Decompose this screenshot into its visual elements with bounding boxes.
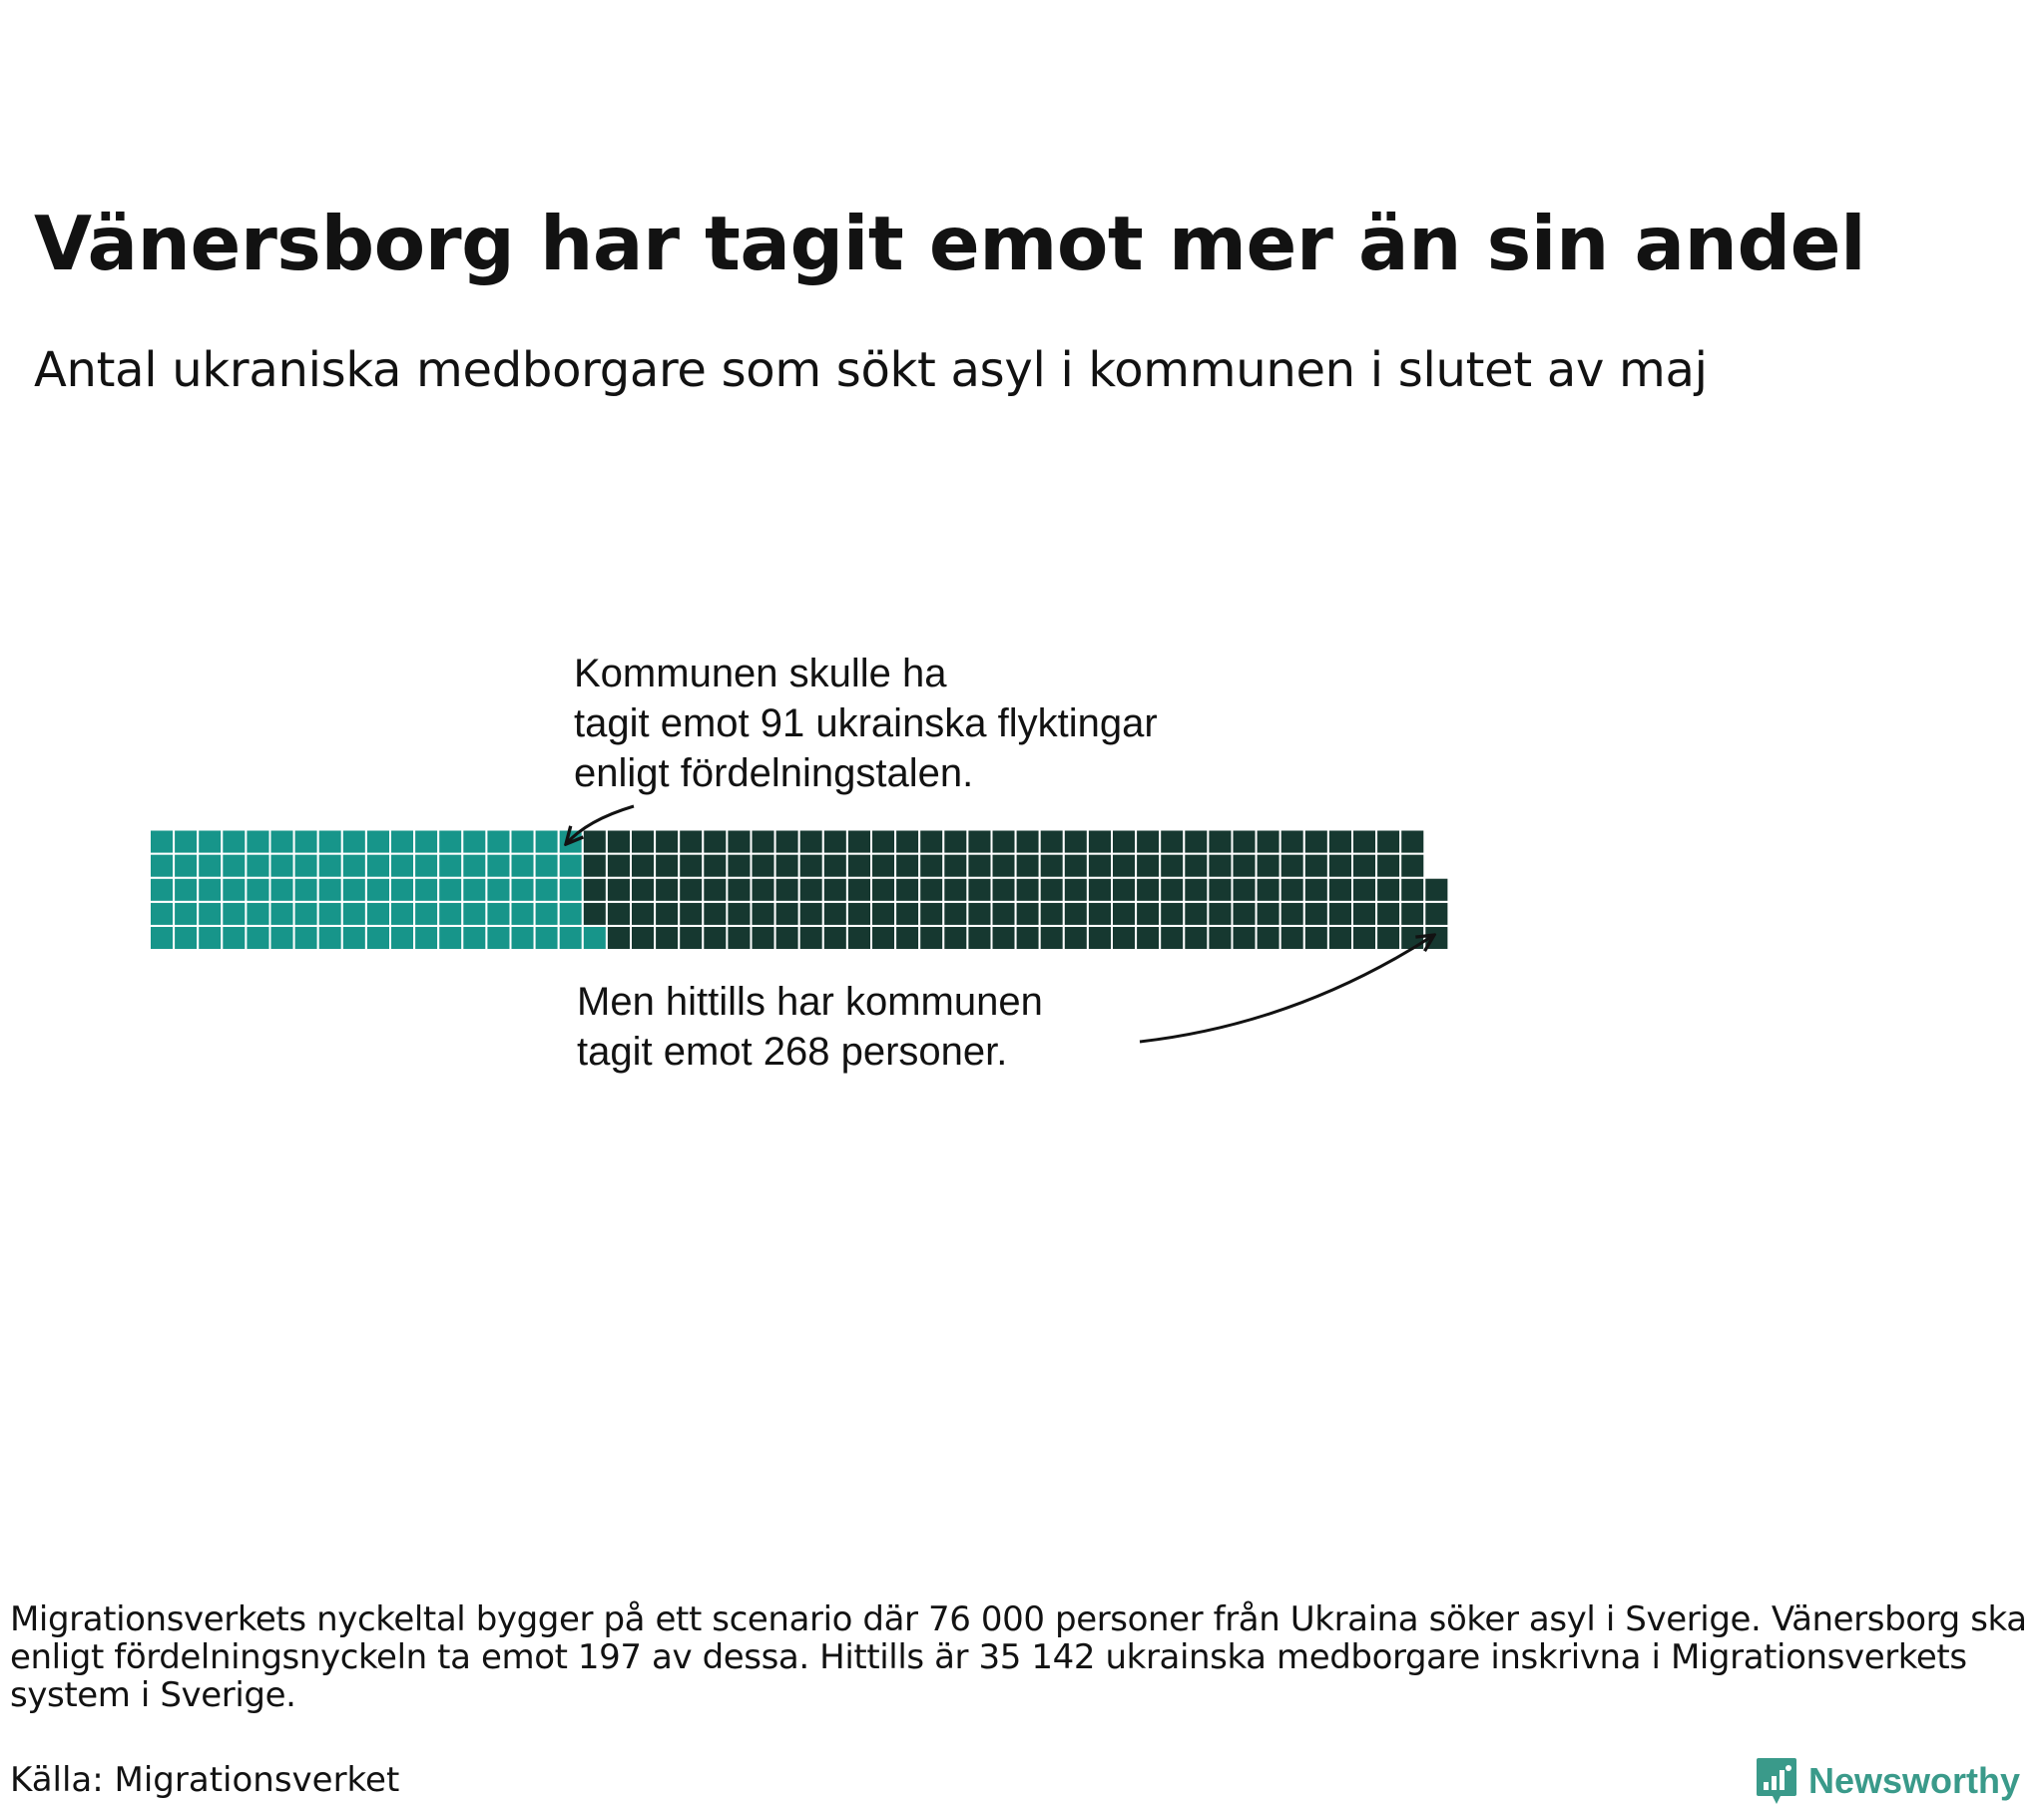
waffle-cell-highlighted bbox=[318, 902, 342, 926]
waffle-cell-highlighted bbox=[511, 902, 535, 926]
waffle-cell-highlighted bbox=[486, 854, 510, 878]
waffle-cell bbox=[775, 854, 799, 878]
waffle-cell bbox=[919, 926, 943, 950]
waffle-cell bbox=[1304, 902, 1328, 926]
waffle-cell bbox=[727, 926, 751, 950]
waffle-cell bbox=[967, 878, 991, 902]
waffle-cell-highlighted bbox=[198, 878, 222, 902]
waffle-cell-highlighted bbox=[246, 926, 269, 950]
annotation-highlighted-line: Kommunen skulle ha bbox=[574, 652, 947, 695]
waffle-cell bbox=[919, 830, 943, 854]
waffle-cell-highlighted bbox=[222, 926, 246, 950]
waffle-cell bbox=[1376, 830, 1400, 854]
waffle-cell bbox=[703, 878, 727, 902]
waffle-cell bbox=[799, 854, 823, 878]
waffle-cell-highlighted bbox=[438, 878, 462, 902]
waffle-cell bbox=[1328, 830, 1352, 854]
waffle-cell-highlighted bbox=[342, 854, 366, 878]
waffle-cell-highlighted bbox=[366, 926, 390, 950]
waffle-cell bbox=[1112, 902, 1136, 926]
waffle-cell bbox=[727, 830, 751, 854]
waffle-cell bbox=[823, 878, 847, 902]
waffle-cell-highlighted bbox=[462, 902, 486, 926]
waffle-cell-highlighted bbox=[366, 830, 390, 854]
waffle-cell bbox=[583, 878, 607, 902]
waffle-cell bbox=[1257, 878, 1280, 902]
waffle-cell-highlighted bbox=[486, 902, 510, 926]
waffle-cell bbox=[943, 854, 967, 878]
waffle-cell-highlighted bbox=[390, 902, 414, 926]
waffle-cell bbox=[919, 902, 943, 926]
waffle-cell bbox=[1400, 854, 1424, 878]
waffle-cell bbox=[1352, 854, 1376, 878]
annotation-highlighted bbox=[574, 649, 1158, 798]
annotation-arrow-total bbox=[1140, 935, 1434, 1042]
waffle-cell bbox=[1088, 902, 1112, 926]
waffle-cell-highlighted bbox=[294, 878, 318, 902]
waffle-cell-highlighted bbox=[559, 926, 583, 950]
waffle-cell-highlighted bbox=[246, 878, 269, 902]
waffle-cell-highlighted bbox=[438, 854, 462, 878]
waffle-cell bbox=[919, 878, 943, 902]
waffle-cell bbox=[607, 878, 631, 902]
waffle-cell-highlighted bbox=[486, 926, 510, 950]
waffle-cell-highlighted bbox=[342, 878, 366, 902]
waffle-cell bbox=[895, 830, 919, 854]
waffle-cell bbox=[1400, 878, 1424, 902]
waffle-cell-highlighted bbox=[246, 902, 269, 926]
footnote: Migrationsverkets nyckeltal bygger på ett scenario där 76 000 personer från Ukraina söker asyl i Sverige. Vänersborg ska enligt fördelningsnyckeln ta emot 197 av dessa. Hittills är 35 142 ukrainska medborgare inskrivna i Migrationsverkets system i Sverige. bbox=[10, 1599, 2027, 1715]
brand-logo bbox=[1755, 1756, 2020, 1806]
waffle-cell bbox=[799, 830, 823, 854]
waffle-cell bbox=[1400, 902, 1424, 926]
waffle-cell bbox=[727, 902, 751, 926]
waffle-cell-highlighted bbox=[390, 830, 414, 854]
waffle-cell bbox=[583, 854, 607, 878]
source-credit: Källa: Migrationsverket bbox=[10, 1760, 400, 1800]
waffle-cell bbox=[1424, 902, 1448, 926]
waffle-cell bbox=[1424, 878, 1448, 902]
waffle-cell bbox=[679, 926, 703, 950]
waffle-cell bbox=[1064, 878, 1088, 902]
waffle-cell bbox=[1376, 878, 1400, 902]
newsworthy-logo-icon bbox=[1755, 1756, 1798, 1806]
waffle-cell bbox=[847, 926, 871, 950]
waffle-cell-highlighted bbox=[318, 830, 342, 854]
waffle-cell bbox=[1328, 878, 1352, 902]
waffle-cell bbox=[1233, 902, 1257, 926]
waffle-cell bbox=[895, 854, 919, 878]
waffle-cell bbox=[1160, 854, 1184, 878]
waffle-cell-highlighted bbox=[318, 878, 342, 902]
waffle-cell bbox=[1184, 830, 1208, 854]
waffle-cell bbox=[752, 830, 775, 854]
waffle-cell bbox=[1233, 830, 1257, 854]
waffle-cell bbox=[1352, 902, 1376, 926]
waffle-cell bbox=[992, 878, 1016, 902]
waffle-cell bbox=[631, 902, 655, 926]
waffle-cell bbox=[1328, 902, 1352, 926]
waffle-cell-highlighted bbox=[366, 854, 390, 878]
waffle-cell bbox=[655, 878, 679, 902]
waffle-cell bbox=[1064, 926, 1088, 950]
waffle-cell-highlighted bbox=[174, 830, 198, 854]
waffle-cell bbox=[895, 878, 919, 902]
waffle-cell bbox=[1112, 830, 1136, 854]
waffle-cell-highlighted bbox=[511, 878, 535, 902]
waffle-cell-highlighted bbox=[559, 878, 583, 902]
waffle-cell-highlighted bbox=[198, 902, 222, 926]
waffle-cell-highlighted bbox=[222, 854, 246, 878]
annotation-total-line: tagit emot 268 personer. bbox=[577, 1030, 1008, 1074]
waffle-cell-highlighted bbox=[414, 854, 438, 878]
waffle-cell bbox=[679, 854, 703, 878]
waffle-cell bbox=[1304, 830, 1328, 854]
waffle-cell bbox=[775, 830, 799, 854]
waffle-cell-highlighted bbox=[462, 854, 486, 878]
waffle-cell bbox=[1136, 926, 1160, 950]
waffle-cell bbox=[727, 878, 751, 902]
waffle-cell-highlighted bbox=[150, 926, 174, 950]
waffle-cell bbox=[1208, 830, 1232, 854]
waffle-cell bbox=[943, 902, 967, 926]
waffle-cell-highlighted bbox=[150, 830, 174, 854]
waffle-cell bbox=[967, 830, 991, 854]
waffle-cell bbox=[752, 854, 775, 878]
waffle-cell bbox=[967, 902, 991, 926]
waffle-cell bbox=[1376, 902, 1400, 926]
waffle-cell bbox=[1064, 902, 1088, 926]
waffle-cell bbox=[727, 854, 751, 878]
waffle-cell bbox=[752, 902, 775, 926]
waffle-cell-highlighted bbox=[342, 830, 366, 854]
waffle-cell bbox=[847, 830, 871, 854]
waffle-cell bbox=[1112, 926, 1136, 950]
waffle-cell-highlighted bbox=[390, 926, 414, 950]
waffle-cell bbox=[943, 878, 967, 902]
waffle-cell bbox=[1233, 854, 1257, 878]
waffle-cell bbox=[1328, 854, 1352, 878]
waffle-cell-highlighted bbox=[366, 902, 390, 926]
waffle-cell bbox=[1136, 902, 1160, 926]
brand-name: Newsworthy bbox=[1807, 1760, 2020, 1801]
waffle-cell bbox=[1304, 926, 1328, 950]
waffle-cell-highlighted bbox=[342, 902, 366, 926]
waffle-cell bbox=[1208, 926, 1232, 950]
waffle-cell bbox=[1257, 926, 1280, 950]
waffle-cell-highlighted bbox=[583, 926, 607, 950]
waffle-cell-highlighted bbox=[294, 854, 318, 878]
waffle-cell-highlighted bbox=[535, 926, 559, 950]
waffle-cell-highlighted bbox=[511, 854, 535, 878]
waffle-cell bbox=[1280, 830, 1304, 854]
waffle-cell bbox=[607, 902, 631, 926]
waffle-cell-highlighted bbox=[246, 854, 269, 878]
waffle-cell bbox=[871, 854, 895, 878]
waffle-cell-highlighted bbox=[150, 878, 174, 902]
waffle-cell bbox=[1280, 854, 1304, 878]
waffle-cell bbox=[631, 854, 655, 878]
waffle-cell bbox=[1400, 926, 1424, 950]
waffle-cell bbox=[823, 854, 847, 878]
waffle-cell bbox=[1352, 830, 1376, 854]
waffle-cell bbox=[583, 902, 607, 926]
waffle-cell-highlighted bbox=[222, 830, 246, 854]
waffle-cell-highlighted bbox=[438, 902, 462, 926]
waffle-cell bbox=[799, 878, 823, 902]
waffle-cell bbox=[1088, 854, 1112, 878]
waffle-cell bbox=[823, 830, 847, 854]
waffle-cell bbox=[1040, 830, 1064, 854]
annotation-highlighted-line: enligt fördelningstalen. bbox=[574, 751, 974, 795]
waffle-cell bbox=[1257, 902, 1280, 926]
waffle-cell bbox=[1040, 854, 1064, 878]
waffle-cell bbox=[655, 854, 679, 878]
waffle-cell bbox=[703, 854, 727, 878]
waffle-cell bbox=[895, 902, 919, 926]
waffle-cell bbox=[1400, 830, 1424, 854]
waffle-cell bbox=[847, 878, 871, 902]
waffle-cell bbox=[775, 902, 799, 926]
waffle-cell-highlighted bbox=[438, 830, 462, 854]
waffle-cell bbox=[1376, 926, 1400, 950]
waffle-cell bbox=[775, 926, 799, 950]
waffle-cell bbox=[1304, 878, 1328, 902]
chart-title: Vänersborg har tagit emot mer än sin andel bbox=[34, 200, 1866, 287]
waffle-cell bbox=[1352, 878, 1376, 902]
waffle-cell bbox=[1160, 878, 1184, 902]
waffle-cell-highlighted bbox=[535, 830, 559, 854]
waffle-cell-highlighted bbox=[174, 854, 198, 878]
waffle-cell-highlighted bbox=[174, 902, 198, 926]
annotation-total bbox=[577, 977, 1043, 1077]
waffle-cell bbox=[1040, 902, 1064, 926]
waffle-cell bbox=[967, 854, 991, 878]
waffle-cell bbox=[1088, 878, 1112, 902]
waffle-cell bbox=[1016, 878, 1040, 902]
waffle-cell-highlighted bbox=[198, 830, 222, 854]
waffle-cell-highlighted bbox=[174, 926, 198, 950]
waffle-cell bbox=[992, 830, 1016, 854]
waffle-cell bbox=[1257, 830, 1280, 854]
waffle-cell bbox=[943, 830, 967, 854]
waffle-cell bbox=[1064, 854, 1088, 878]
waffle-cell bbox=[1184, 926, 1208, 950]
waffle-cell bbox=[1016, 902, 1040, 926]
waffle-cell-highlighted bbox=[198, 854, 222, 878]
waffle-cell bbox=[943, 926, 967, 950]
waffle-cell-highlighted bbox=[414, 830, 438, 854]
waffle-cell-highlighted bbox=[462, 830, 486, 854]
waffle-cell bbox=[1184, 902, 1208, 926]
waffle-cell bbox=[1184, 878, 1208, 902]
waffle-cell bbox=[1112, 878, 1136, 902]
waffle-cell bbox=[1352, 926, 1376, 950]
waffle-cell bbox=[1208, 878, 1232, 902]
waffle-cell bbox=[631, 878, 655, 902]
waffle-cell bbox=[1233, 878, 1257, 902]
waffle-cell bbox=[1040, 926, 1064, 950]
waffle-cell bbox=[607, 830, 631, 854]
waffle-cell-highlighted bbox=[438, 926, 462, 950]
waffle-cell bbox=[1088, 830, 1112, 854]
waffle-cell-highlighted bbox=[150, 902, 174, 926]
waffle-cell bbox=[1208, 902, 1232, 926]
waffle-cell-highlighted bbox=[246, 830, 269, 854]
waffle-cell bbox=[847, 902, 871, 926]
waffle-cell-highlighted bbox=[414, 902, 438, 926]
waffle-cell-highlighted bbox=[366, 878, 390, 902]
waffle-cell-highlighted bbox=[462, 926, 486, 950]
waffle-cell bbox=[703, 926, 727, 950]
waffle-cell bbox=[871, 926, 895, 950]
waffle-cell bbox=[703, 902, 727, 926]
waffle-cell bbox=[583, 830, 607, 854]
waffle-cell bbox=[1040, 878, 1064, 902]
waffle-cell-highlighted bbox=[270, 902, 294, 926]
waffle-cell-highlighted bbox=[270, 854, 294, 878]
waffle-cell bbox=[607, 926, 631, 950]
waffle-cell bbox=[919, 854, 943, 878]
waffle-cell bbox=[1160, 926, 1184, 950]
waffle-cell bbox=[1208, 854, 1232, 878]
waffle-cell-highlighted bbox=[559, 854, 583, 878]
waffle-cell bbox=[1016, 830, 1040, 854]
waffle-cell bbox=[1184, 854, 1208, 878]
waffle-cell bbox=[703, 830, 727, 854]
waffle-cells bbox=[150, 830, 1448, 951]
waffle-cell bbox=[1136, 878, 1160, 902]
waffle-cell-highlighted bbox=[150, 854, 174, 878]
waffle-cell-highlighted bbox=[462, 878, 486, 902]
waffle-cell bbox=[992, 926, 1016, 950]
waffle-cell-highlighted bbox=[198, 926, 222, 950]
waffle-cell-highlighted bbox=[486, 878, 510, 902]
waffle-cell-highlighted bbox=[294, 830, 318, 854]
waffle-cell-highlighted bbox=[535, 854, 559, 878]
waffle-cell bbox=[1136, 830, 1160, 854]
waffle-cell-highlighted bbox=[390, 878, 414, 902]
waffle-cell bbox=[1328, 926, 1352, 950]
waffle-cell bbox=[1016, 854, 1040, 878]
waffle-cell bbox=[1064, 830, 1088, 854]
waffle-cell-highlighted bbox=[342, 926, 366, 950]
waffle-cell bbox=[655, 926, 679, 950]
waffle-cell-highlighted bbox=[270, 878, 294, 902]
annotation-highlighted-line: tagit emot 91 ukrainska flyktingar bbox=[574, 701, 1158, 745]
waffle-cell bbox=[967, 926, 991, 950]
waffle-cell bbox=[679, 902, 703, 926]
waffle-cell-highlighted bbox=[174, 878, 198, 902]
waffle-cell bbox=[895, 926, 919, 950]
waffle-cell bbox=[1112, 854, 1136, 878]
waffle-cell-highlighted bbox=[535, 878, 559, 902]
annotation-total-line: Men hittills har kommunen bbox=[577, 980, 1043, 1024]
waffle-cell bbox=[1280, 878, 1304, 902]
waffle-cell bbox=[1257, 854, 1280, 878]
waffle-cell bbox=[631, 926, 655, 950]
waffle-cell bbox=[752, 926, 775, 950]
waffle-cell bbox=[871, 878, 895, 902]
waffle-cell bbox=[1280, 902, 1304, 926]
waffle-cell bbox=[775, 878, 799, 902]
waffle-cell bbox=[1088, 926, 1112, 950]
waffle-cell bbox=[799, 902, 823, 926]
waffle-cell-highlighted bbox=[559, 902, 583, 926]
waffle-cell-highlighted bbox=[294, 926, 318, 950]
waffle-cell bbox=[1016, 926, 1040, 950]
waffle-cell bbox=[1136, 854, 1160, 878]
waffle-cell bbox=[871, 902, 895, 926]
waffle-cell bbox=[992, 902, 1016, 926]
waffle-cell-highlighted bbox=[222, 902, 246, 926]
waffle-cell-highlighted bbox=[511, 926, 535, 950]
waffle-cell bbox=[1160, 830, 1184, 854]
waffle-cell bbox=[1233, 926, 1257, 950]
waffle-cell bbox=[1376, 854, 1400, 878]
waffle-cell bbox=[847, 854, 871, 878]
chart-subtitle: Antal ukraniska medborgare som sökt asyl i kommunen i slutet av maj bbox=[34, 342, 1708, 398]
waffle-cell-highlighted bbox=[222, 878, 246, 902]
waffle-cell-highlighted bbox=[535, 902, 559, 926]
waffle-cell bbox=[799, 926, 823, 950]
waffle-cell bbox=[655, 902, 679, 926]
waffle-cell-highlighted bbox=[270, 830, 294, 854]
waffle-cell bbox=[823, 902, 847, 926]
waffle-cell bbox=[1160, 902, 1184, 926]
waffle-cell-highlighted bbox=[414, 878, 438, 902]
waffle-cell-highlighted bbox=[318, 926, 342, 950]
waffle-cell bbox=[1304, 854, 1328, 878]
waffle-cell-highlighted bbox=[294, 902, 318, 926]
waffle-cell bbox=[655, 830, 679, 854]
waffle-cell-highlighted bbox=[511, 830, 535, 854]
waffle-cell bbox=[871, 830, 895, 854]
waffle-cell bbox=[752, 878, 775, 902]
waffle-cell bbox=[631, 830, 655, 854]
waffle-cell bbox=[992, 854, 1016, 878]
waffle-cell bbox=[1280, 926, 1304, 950]
waffle-cell bbox=[607, 854, 631, 878]
waffle-cell bbox=[679, 830, 703, 854]
waffle-cell-highlighted bbox=[414, 926, 438, 950]
waffle-cell bbox=[679, 878, 703, 902]
waffle-cell-highlighted bbox=[486, 830, 510, 854]
waffle-cell bbox=[823, 926, 847, 950]
waffle-cell-highlighted bbox=[270, 926, 294, 950]
waffle-cell-highlighted bbox=[318, 854, 342, 878]
waffle-cell-highlighted bbox=[390, 854, 414, 878]
